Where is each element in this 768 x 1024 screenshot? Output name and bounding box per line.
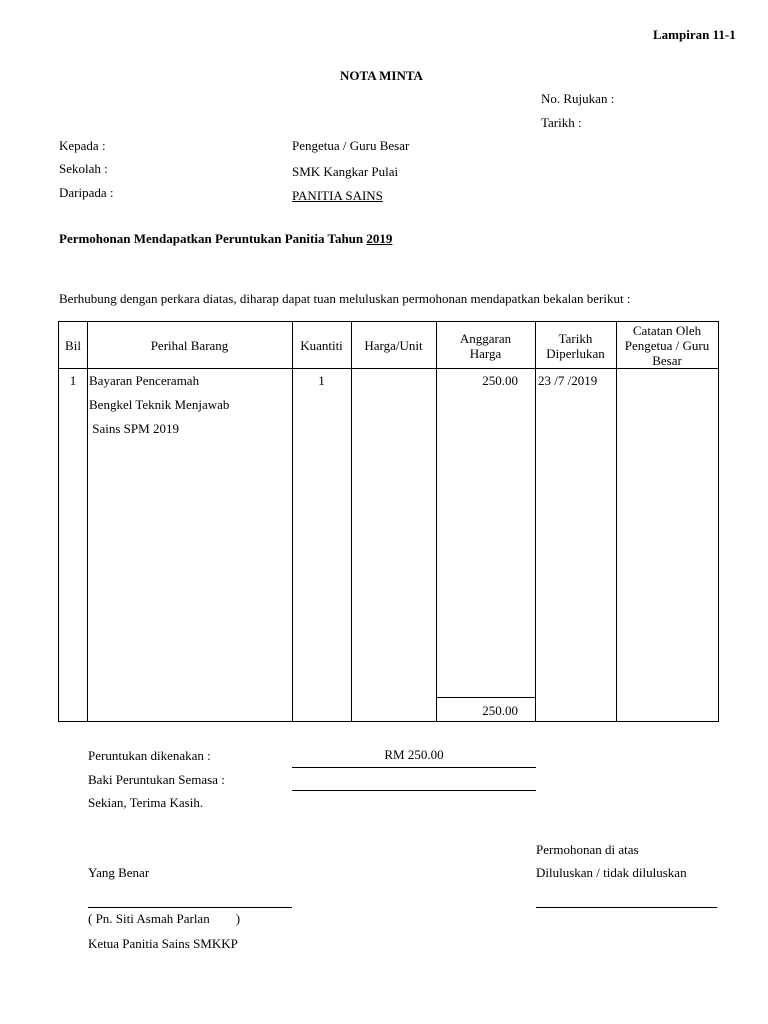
allocation-charged-line [292,767,536,768]
document-title: NOTA MINTA [340,68,423,83]
subject-year: 2019 [366,231,393,246]
sincerely-text: Yang Benar [88,865,150,880]
header-notes-line1: Catatan Oleh [632,323,702,338]
approval-line1: Permohonan di atas [536,842,639,857]
request-table [58,321,719,722]
header-date-line1: Tarikh [558,331,593,346]
intro-text: Berhubung dengan perkara diatas, diharap dapat tuan meluluskan permohonan mendapatkan bekalan berikut : [59,291,631,306]
header-notes-line2: Pengetua / Guru [624,338,710,353]
from-value: PANITIA SAINS [292,188,383,203]
header-budget [436,331,535,361]
header-date-line2: Diperlukan [546,346,605,361]
signatory-name: ( Pn. Siti Asmah Parlan ) [88,911,241,926]
subject-text: Permohonan Mendapatkan Peruntukan Panitia Tahun [59,231,364,246]
allocation-charged-label: Peruntukan dikenakan : [88,748,211,763]
signatory-position: Ketua Panitia Sains SMKKP [88,936,238,951]
header-budget-line2: Harga [469,346,502,361]
allocation-balance-label: Baki Peruntukan Semasa : [88,772,225,787]
header-date [535,331,616,361]
to-label: Kepada : [59,138,106,153]
header-qty: Kuantiti [300,338,343,353]
header-unit-price: Harga/Unit [364,338,423,353]
subject-line [59,231,392,247]
school-value: SMK Kangkar Pulai [292,164,399,179]
thanks-text: Sekian, Terima Kasih. [88,795,204,810]
table-total: 250.00 [482,703,518,718]
row-budget: 250.00 [482,373,518,388]
approval-line2: Diluluskan / tidak diluluskan [536,865,687,880]
header-notes-line3: Besar [652,353,682,368]
signature-line-left [88,907,292,908]
header-item: Perihal Barang [150,338,229,353]
reference-label: No. Rujukan : [541,91,615,106]
signature-line-right [536,907,717,908]
date-label: Tarikh : [541,115,582,130]
to-value: Pengetua / Guru Besar [292,138,410,153]
row-qty: 1 [318,373,325,388]
allocation-charged-value: RM 250.00 [384,747,444,762]
total-divider [436,697,535,698]
header-bil: Bil [65,338,81,353]
row-item-line1: Bayaran Penceramah [89,373,200,388]
row-item-line3: Sains SPM 2019 [89,421,179,436]
row-item-line2: Bengkel Teknik Menjawab [89,397,230,412]
from-label: Daripada : [59,185,114,200]
header-notes [616,323,718,368]
attachment-label: Lampiran 11-1 [653,27,736,42]
header-budget-line1: Anggaran [459,331,512,346]
row-bil: 1 [69,373,77,388]
school-label: Sekolah : [59,161,108,176]
row-date: 23 /7 /2019 [538,373,598,388]
allocation-balance-line [292,790,536,791]
